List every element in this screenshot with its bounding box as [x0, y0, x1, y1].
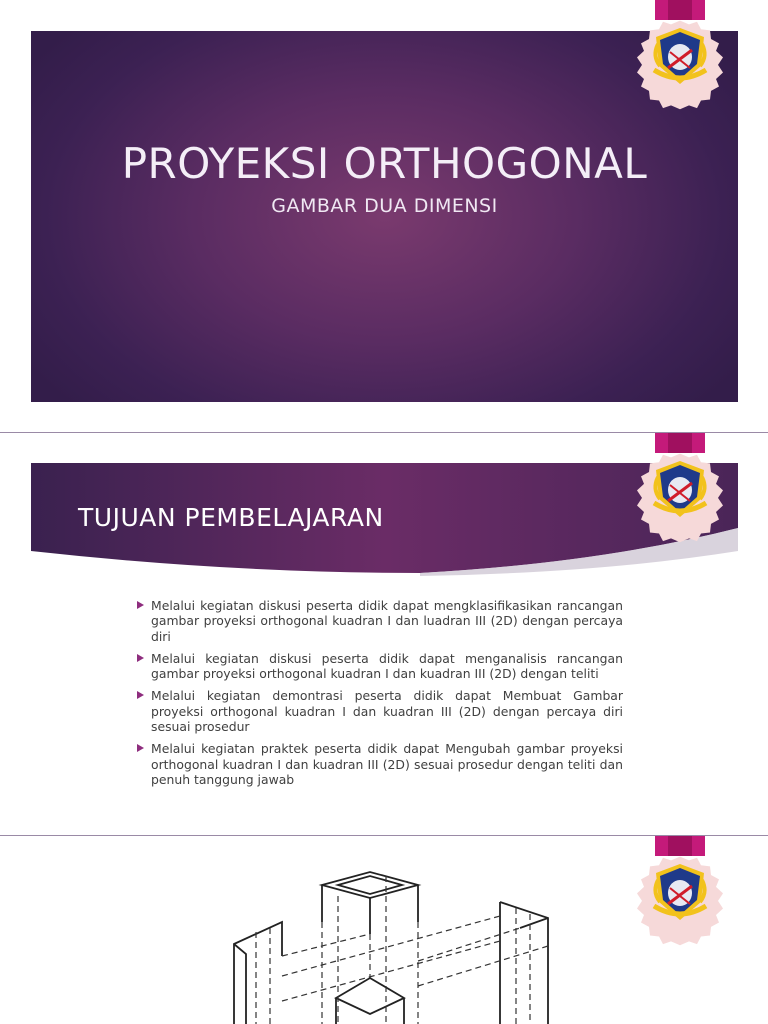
list-item: Melalui kegiatan diskusi peserta didik dapat menganalisis rancangan gambar proyeksi orthogonal kuadran I dan kuadran III (2D) dengan teliti	[135, 651, 623, 682]
list-item: Melalui kegiatan diskusi peserta didik dapat mengklasifikasikan rancangan gambar proyeksi orthogonal kuadran I dan luadran III (2D) dengan percaya diri	[135, 598, 623, 644]
school-logo-icon	[624, 0, 736, 122]
drawing-slide	[0, 836, 768, 1024]
school-logo-icon	[624, 433, 736, 555]
school-logo-icon	[624, 836, 736, 958]
objectives-slide	[0, 433, 768, 835]
title-slide	[0, 0, 768, 432]
list-item: Melalui kegiatan demontrasi peserta didik dapat Membuat Gambar proyeksi orthogonal kuadran I dan kuadran III (2D) dengan percaya diri sesuai prosedur	[135, 688, 623, 734]
objectives-list	[135, 598, 623, 794]
slide-title: PROYEKSI ORTHOGONAL	[121, 139, 648, 188]
list-item: Melalui kegiatan praktek peserta didik dapat Mengubah gambar proyeksi orthogonal kuadran I dan kuadran III (2D) sesuai prosedur dengan teliti dan penuh tanggung jawab	[135, 741, 623, 787]
slide-subtitle: GAMBAR DUA DIMENSI	[271, 195, 498, 217]
section-heading: TUJUAN PEMBELAJARAN	[78, 503, 384, 532]
